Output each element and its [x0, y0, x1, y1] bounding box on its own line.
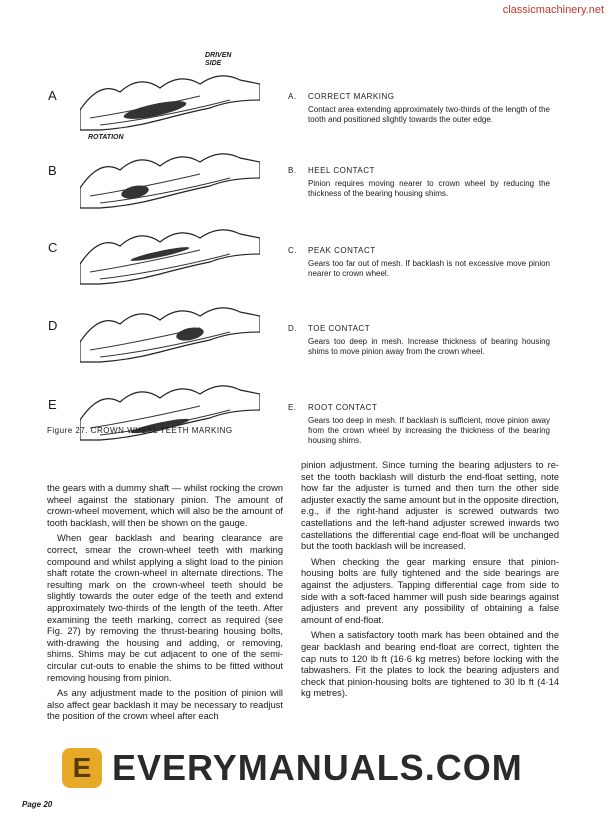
gear-illustration-b [80, 148, 260, 210]
watermark-logo: E [62, 748, 102, 788]
paragraph: When checking the gear marking ensure that pinion-housing bolts are fully tightened and the side bearings are against the adjusters. Tapping differential cage from side to side with a soft-faced hammer will push side bearings against adjusters and prevent any possibility of obtaining a false amount of end-float. [301, 556, 559, 625]
marking-item-c [288, 246, 550, 279]
body-left-column [47, 483, 283, 727]
marking-item-a [288, 92, 550, 125]
figure-letter-e: E [48, 397, 57, 412]
paragraph: As any adjustment made to the position of pinion will also affect gear backlash it may be necessary to readjust the position of the crown wheel after each [47, 688, 283, 722]
marking-item-b [288, 166, 550, 199]
figure-letter-a: A [48, 88, 57, 103]
body-right-column [301, 460, 559, 704]
figure-letter-b: B [48, 163, 57, 178]
paragraph: When gear backlash and bearing clearance are correct, smear the crown-wheel teeth with marking compound and whilst applying a slight load to the pinion shaft rotate the crown-wheel in alternate directions. The resulting mark on the crown-wheel teeth should be slightly towards the outer edge of the teeth and extend approximately two-thirds of the length of the teeth. After examining the teeth marking, correct as required (see Fig. 27) by removing the thrust-bearing housing bolts, with-drawing the housing and adding, or removing, shims. Shims may be cut adjacent to one of the semi-circular cut-outs to enable the shims to be fitted without removing housing from pinion. [47, 533, 283, 683]
paragraph: the gears with a dummy shaft — whilst rocking the crown wheel against the stationary pinion. The amount of crown-wheel movement, which will also be the amount of tooth backlash, will then be shown on the gauge. [47, 483, 283, 528]
item-title: CORRECT MARKING [308, 92, 395, 101]
figure-caption: Figure 27. CROWN WHEEL TEETH MARKING [47, 426, 233, 435]
item-title: HEEL CONTACT [308, 166, 375, 175]
paragraph: When a satisfactory tooth mark has been obtained and the gear backlash and bearing end-float are correct, tighten the cap nuts to 120 lb ft (16·6 kg metres) before locking with the tabwashers. Fit the plates to lock the bearing adjusters and check that pinion-housing bolts are tightened to 30 lb ft (4·14 kg metres). [301, 630, 559, 699]
item-text: Pinion requires moving nearer to crown wheel by reducing the thickness of the bearing housing shims. [308, 179, 550, 198]
item-text: Gears too deep in mesh. Increase thickness of bearing housing shims to move pinion away from the crown wheel. [308, 337, 550, 356]
figure-letter-d: D [48, 318, 58, 333]
item-text: Contact area extending approximately two-thirds of the length of the tooth and positioned slightly towards the outer edge. [308, 105, 550, 124]
rotation-label: ROTATION [88, 134, 124, 141]
watermark-text: EVERYMANUALS.COM [112, 747, 523, 788]
site-url: classicmachinery.net [502, 4, 604, 16]
item-text: Gears too deep in mesh. If backlash is sufficient, move pinion away from the crown wheel by increasing the thickness of the bearing housing shims. [308, 416, 550, 445]
item-key: D. [288, 324, 297, 333]
item-key: B. [288, 166, 297, 175]
item-key: E. [288, 403, 297, 412]
figure-letter-c: C [48, 240, 58, 255]
gear-illustration-a [80, 70, 260, 132]
item-text: Gears too far out of mesh. If backlash is not excessive move pinion nearer to crown wheel. [308, 259, 550, 278]
page-number: Page 20 [22, 800, 53, 809]
gear-illustration-d [80, 302, 260, 364]
item-key: C. [288, 246, 297, 255]
item-key: A. [288, 92, 297, 101]
item-title: ROOT CONTACT [308, 403, 378, 412]
marking-item-d [288, 324, 550, 357]
marking-item-e [288, 403, 550, 446]
driven-side-label: DRIVEN SIDE [205, 52, 232, 67]
item-title: TOE CONTACT [308, 324, 371, 333]
gear-illustration-c [80, 224, 260, 286]
paragraph: pinion adjustment. Since turning the bearing adjusters to re-set the tooth backlash will disturb the end-float setting, note how far the adjuster is turned and then turn the other side adjuster exactly the same amount but in the opposite direction, e.g., if the right-hand adjuster is screwed outwards two castellations and the left-hand adjuster screwed inwards two castellations the differential cage end-float will be unchanged but the tooth backlash will be increased. [301, 460, 559, 552]
item-title: PEAK CONTACT [308, 246, 376, 255]
